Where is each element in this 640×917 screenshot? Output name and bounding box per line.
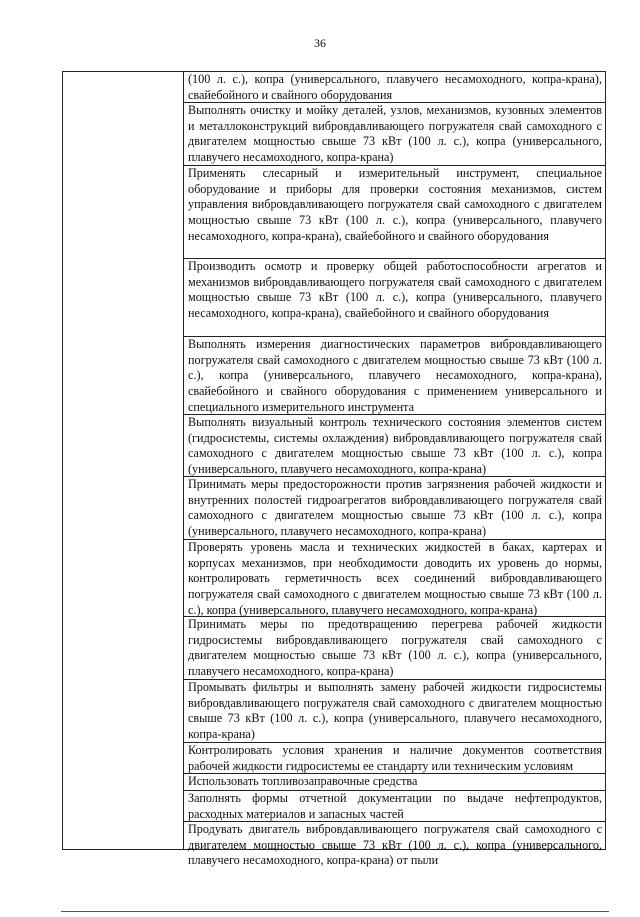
table-row: Промывать фильтры и выполнять замену рабочей жидкости гидросистемы вибровдавливающего погружателя свай самоходного с двигателем мощностью свыше 73 кВт (100 л. с.), копра (универсального, плавучего несамоходного, копра-крана) <box>184 680 605 743</box>
scan-edge-line <box>61 911 609 912</box>
table-row: Заполнять формы отчетной документации по выдаче нефтепродуктов, расходных материалов и запасных частей <box>184 791 605 822</box>
table-row: Проверять уровень масла и технических жидкостей в баках, картерах и корпусах механизмов, при необходимости доводить их уровень до нормы, контролировать герметичность всех соединений вибровдавливающего погружателя свай самоходного с двигателем мощностью свыше 73 кВт (100 л. с.), копра (универсального, плавучего несамоходного, копра-крана) <box>184 540 605 617</box>
table-row: Выполнять измерения диагностических параметров вибровдавливающего погружателя свай самоходного с двигателем мощностью свыше 73 кВт (100 л. с.), копра (универсального, плавучего несамоходного, копра-крана), свайебойного и свайного оборудования с применением универсального и специального измерительного инструмента <box>184 337 605 415</box>
table-row: Выполнять очистку и мойку деталей, узлов, механизмов, кузовных элементов и металлоконструкций вибровдавливающего погружателя свай самоходного с двигателем мощностью свыше 73 кВт (100 л. с.), копра (универсального, плавучего несамоходного, копра-крана) <box>184 103 605 166</box>
table-row: Продувать двигатель вибровдавливающего погружателя свай самоходного с двигателем мощностью свыше 73 кВт (100 л. с.), копра (универсального, плавучего несамоходного, копра-крана) от пыли <box>188 822 602 868</box>
table-label-column <box>63 72 184 849</box>
page-number: 36 <box>314 36 326 50</box>
table-row: Принимать меры предосторожности против загрязнения рабочей жидкости и внутренних полостей гидроагрегатов вибровдавливающего погружателя свай самоходного с двигателем мощностью свыше 73 кВт (100 л. с.), копра (универсального, плавучего несамоходного, копра-крана) <box>184 477 605 540</box>
skills-table <box>62 71 606 868</box>
table-row: Применять слесарный и измерительный инструмент, специальное оборудование и приборы для проверки состояния механизмов, систем управления вибровдавливающего погружателя свай самоходного с двигателем мощностью свыше 73 кВт (100 л. с.), копра (универсального, плавучего несамоходного, копра-крана), свайебойного и свайного оборудования <box>184 166 605 259</box>
table-row: Производить осмотр и проверку общей работоспособности агрегатов и механизмов вибровдавливающего погружателя свай самоходного с двигателем мощностью свыше 73 кВт (100 л. с.), копра (универсального, плавучего несамоходного, копра-крана), свайебойного и свайного оборудования <box>184 259 605 337</box>
table-row: Контролировать условия хранения и наличие документов соответствия рабочей жидкости гидросистемы ее стандарту или техническим условиям <box>184 743 605 774</box>
table-row: Выполнять визуальный контроль технического состояния элементов систем (гидросистемы, системы охлаждения) вибровдавливающего погружателя свай самоходного с двигателем мощностью свыше 73 кВт (100 л. с.), копра (универсального, плавучего несамоходного, копра-крана) <box>184 415 605 477</box>
table-row: Принимать меры по предотвращению перегрева рабочей жидкости гидросистемы вибровдавливающего погружателя свай самоходного с двигателем мощностью свыше 73 кВт (100 л. с.), копра (универсального, плавучего несамоходного, копра-крана) <box>184 617 605 680</box>
table-rows <box>184 72 605 879</box>
table-row: (100 л. с.), копра (универсального, плавучего несамоходного, копра-крана), свайебойного и свайного оборудования <box>184 72 605 103</box>
table-row: Использовать топливозаправочные средства <box>184 774 605 791</box>
